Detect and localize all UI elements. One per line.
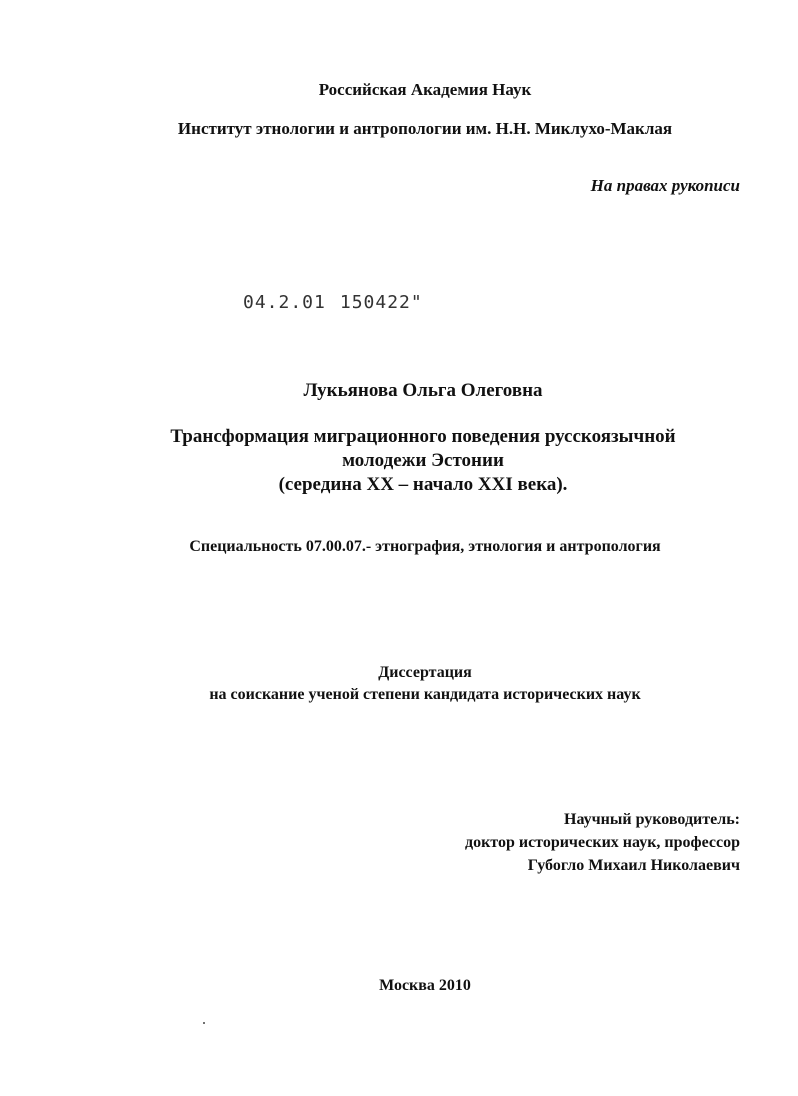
title-line-1: Трансформация миграционного поведения русскоязычной <box>170 426 676 447</box>
stamp-suffix: " <box>410 292 423 313</box>
title-line-2: молодежи Эстонии <box>342 450 504 471</box>
academy-name: Российская Академия Наук <box>318 80 532 99</box>
supervisor-block <box>465 808 740 877</box>
institute-name: Институт этнологии и антропологии им. Н.Н. Миклухо-Маклая <box>177 119 673 138</box>
author-name: Лукьянова Ольга Олеговна <box>303 380 543 401</box>
supervisor-label: Научный руководитель: <box>564 811 740 828</box>
registry-stamp <box>243 292 423 313</box>
specialty: Специальность 07.00.07.- этнография, этнология и антропология <box>189 538 661 555</box>
dissertation-subtitle: на соискание ученой степени кандидата исторических наук <box>209 686 641 703</box>
dissertation-heading: Диссертация <box>378 664 472 681</box>
stamp-left-code: 04.2.01 <box>243 292 326 313</box>
stamp-right-code: 150422 <box>339 292 411 313</box>
manuscript-note: На правах рукописи <box>590 176 740 195</box>
supervisor-degree: доктор исторических наук, профессор <box>464 834 740 851</box>
dissertation-title <box>24 425 798 497</box>
scan-speck <box>203 1022 205 1024</box>
city-year: Москва 2010 <box>379 977 471 994</box>
supervisor-name: Губогло Михаил Николаевич <box>527 857 740 874</box>
title-line-3: (середина ХХ – начало XXI века). <box>278 474 568 495</box>
